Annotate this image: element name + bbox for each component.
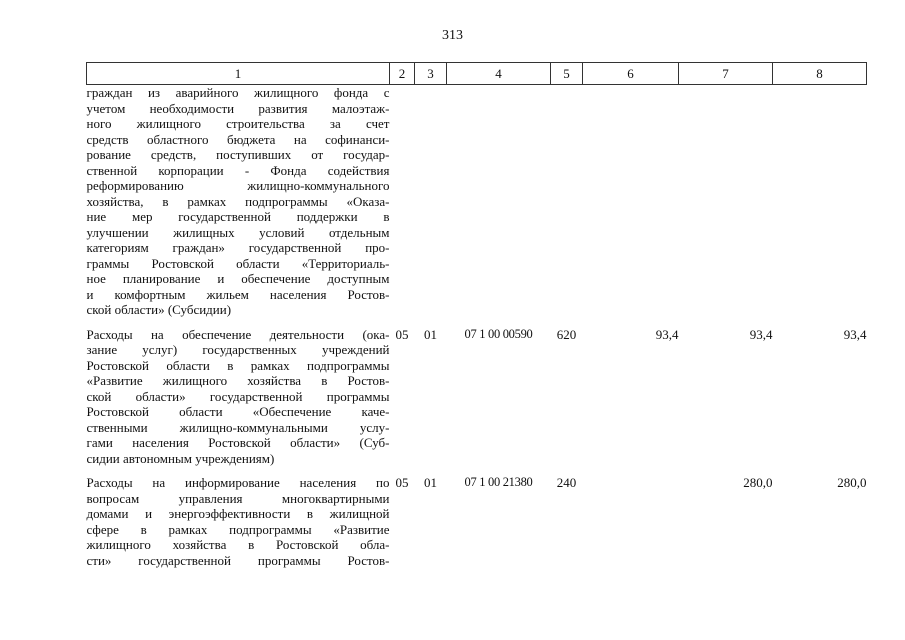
- section-code: 05: [395, 326, 409, 342]
- target-article-code: [447, 85, 551, 318]
- description-line: Расходы на обеспечение деятельности (ока-: [86, 326, 390, 342]
- description-line: учетом необходимости развития малоэтаж-: [86, 100, 390, 116]
- table-row: [87, 318, 867, 467]
- description-line: средств областного бюджета на софинанси-: [86, 131, 390, 147]
- description-line: жилищного хозяйства в Ростовской обла-: [86, 537, 390, 552]
- description-line: ное планирование и обеспечение доступным: [86, 271, 390, 286]
- target-article-code: 07 1 00 21380: [464, 475, 533, 489]
- description-line: ного жилищного строительства за счет: [86, 116, 390, 131]
- amount-year-3: 280,0: [837, 475, 867, 490]
- subsection-code: 01: [424, 326, 437, 342]
- description-line: гами населения Ростовской области» (Суб-: [86, 435, 390, 450]
- description-line: ственными жилищно-коммунальными услу-: [86, 419, 390, 435]
- description-line: домами и энергоэффективности в жилищной: [86, 506, 390, 521]
- column-header: 2: [390, 63, 415, 85]
- description-line: сидии автономным учреждениям): [86, 450, 275, 466]
- description-line: граждан из аварийного жилищного фонда с: [86, 85, 390, 100]
- amount-year-1: 93,4: [655, 326, 679, 342]
- row-description: [87, 466, 390, 568]
- description-line: ственной корпорации - Фонда содействия: [86, 162, 390, 178]
- description-line: Ростовской области «Обеспечение каче-: [86, 404, 390, 419]
- amount-year-1: [583, 85, 679, 318]
- description-line: сфере в рамках подпрограммы «Развитие: [86, 521, 390, 537]
- description-line: граммы Ростовской области «Территориаль-: [86, 255, 390, 271]
- amount-year-3: 93,4: [843, 326, 867, 342]
- budget-table: [86, 62, 867, 568]
- description-line: ние мер государственной поддержки в: [86, 209, 390, 224]
- row-description: [87, 318, 390, 467]
- description-line: сти» государственной программы Ростов-: [86, 552, 390, 568]
- amount-year-2: [679, 85, 773, 318]
- description-line: улучшении жилищных условий отдельным: [86, 224, 390, 240]
- description-line: вопросам управления многоквартирными: [86, 490, 390, 506]
- description-line: «Развитие жилищного хозяйства в Ростов-: [86, 373, 390, 388]
- column-header: 1: [87, 63, 390, 85]
- amount-year-1: [583, 466, 679, 568]
- column-header: 8: [773, 63, 867, 85]
- row-description: [87, 85, 390, 318]
- description-line: ской области» (Субсидии): [86, 302, 232, 317]
- description-line: категориям граждан» государственной про-: [86, 240, 390, 255]
- description-line: ской области» государственной программы: [86, 388, 390, 404]
- subsection-code: [415, 85, 447, 318]
- target-article-code: 07 1 00 00590: [464, 326, 533, 341]
- description-line: рование средств, поступивших от государ-: [86, 147, 390, 162]
- description-line: и комфортным жильем населения Ростов-: [86, 286, 390, 302]
- section-code: [390, 85, 415, 318]
- expense-type-code: 620: [556, 326, 577, 342]
- page-number: 313: [442, 28, 463, 43]
- description-line: зание услуг) государственных учреждений: [86, 342, 390, 357]
- column-header: 3: [415, 63, 447, 85]
- subsection-code: 01: [424, 475, 437, 490]
- table-header-row: [87, 63, 867, 85]
- amount-year-3: [773, 85, 867, 318]
- description-line: хозяйства, в рамках подпрограммы «Оказа-: [86, 193, 390, 209]
- table-row: [87, 85, 867, 318]
- section-code: 05: [395, 475, 409, 490]
- column-header: 5: [551, 63, 583, 85]
- expense-type-code: [551, 85, 583, 318]
- amount-year-2: 280,0: [743, 475, 773, 490]
- description-line: Ростовской области в рамках подпрограммы: [86, 357, 390, 373]
- table-row: [87, 466, 867, 568]
- expense-type-code: 240: [556, 475, 577, 490]
- column-header: 4: [447, 63, 551, 85]
- column-header: 6: [583, 63, 679, 85]
- column-header: 7: [679, 63, 773, 85]
- amount-year-2: 93,4: [749, 326, 773, 342]
- description-line: реформированию жилищно-коммунального: [86, 178, 390, 193]
- description-line: Расходы на информирование населения по: [86, 475, 390, 490]
